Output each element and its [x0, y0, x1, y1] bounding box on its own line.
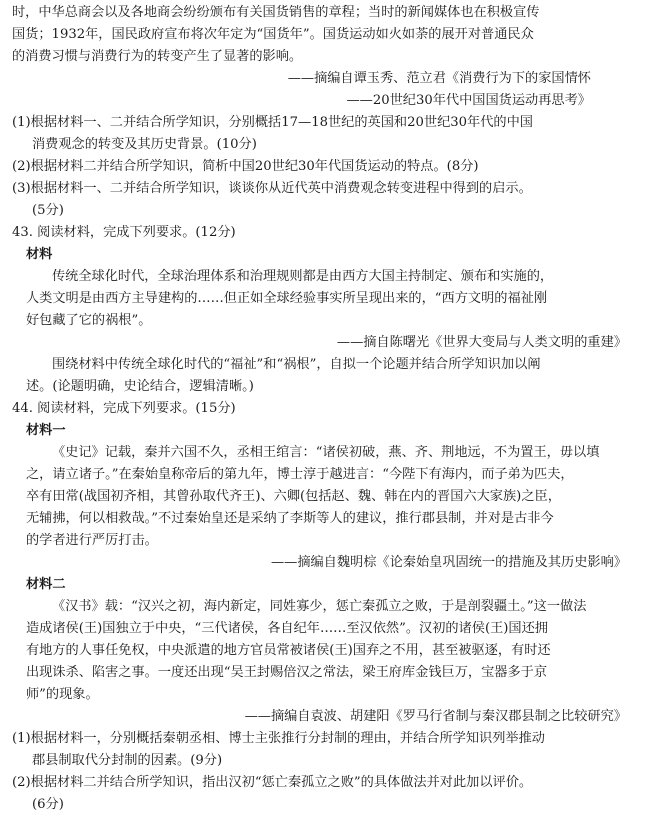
material-text: 卒有田常(战国初齐相，其曾孙取代齐王)、六卿(包括赵、魏、韩在内的晋国六大家族)之臣， — [26, 489, 561, 504]
question-42-2: (2)根据材料二并结合所学知识，简析中国20世纪30年代国货运动的特点。(8分) — [12, 159, 479, 174]
material-text: 《汉书》载：“汉兴之初，海内新定，同姓寡少，惩亡秦孤立之败，于是剖裂疆土。”这一做法 — [52, 599, 587, 614]
question-44-2-cont: (6分) — [32, 797, 64, 812]
material-text: 人类文明是由西方主导建构的……但正如全球经验事实所呈现出来的，“西方文明的福祉刚 — [26, 291, 548, 306]
question-42-1-cont: 消费观念的转变及其历史背景。(10分) — [32, 137, 257, 152]
material-text: 造成诸侯(王)国独立于中央，“三代诸侯，各自纪年……至汉依然”。汉初的诸侯(王)国还拥 — [26, 621, 548, 636]
source-citation: ——摘编自谭玉秀、范立君《消费行为下的家国情怀 — [287, 71, 591, 86]
material-label: 材料 — [26, 247, 53, 262]
material-text: 的学者进行严厉打击。 — [26, 533, 158, 548]
question-42-1: (1)根据材料一、二并结合所学知识，分别概括17—18世纪的英国和20世纪30年代的中国 — [12, 115, 533, 130]
material-text: 之，请立诸子。”在秦始皇称帝后的第九年，博士淳于越进言：“今陛下有海内，而子弟为匹夫， — [26, 467, 574, 482]
question-44-1-cont: 郡县制取代分封制的因素。(9分) — [32, 753, 223, 768]
text-line: 时，中华总商会以及各地商会纷纷颁布有关国货销售的章程；当时的新闻媒体也在积极宣传 — [12, 5, 540, 20]
source-citation: ——摘编自魏明棕《论秦始皇巩固统一的措施及其历史影响》 — [270, 555, 627, 570]
source-citation: ——20世纪30年代中国国货运动再思考》 — [346, 93, 591, 108]
question-44-1: (1)根据材料一，分别概括秦朝丞相、博士主张推行分封制的理由，并结合所学知识列举推动 — [12, 731, 545, 746]
source-citation: ——摘自陈曙光《世界大变局与人类文明的重建》 — [336, 335, 627, 350]
question-44-2: (2)根据材料二并结合所学知识，指出汉初“惩亡秦孤立之败”的具体做法并对此加以评价。 — [12, 775, 533, 790]
material-text: 传统全球化时代，全球治理体系和治理规则都是由西方大国主持制定、颁布和实施的， — [52, 269, 554, 284]
text-line: 国货；1932年，国民政府宣布将次年定为“国货年”。国货运动如火如荼的展开对普通民众 — [12, 27, 534, 42]
material-label: 材料一 — [26, 423, 66, 438]
question-43-heading: 43. 阅读材料，完成下列要求。(12分) — [12, 225, 236, 240]
source-citation: ——摘编自袁波、胡建阳《罗马行省制与秦汉郡县制之比较研究》 — [244, 709, 627, 724]
material-text: 有地方的人事任免权，中央派遣的地方官员常被诸侯(王)国弃之不用，甚至被驱逐，有时还 — [26, 643, 551, 658]
material-text: 《史记》记载，秦并六国不久，丞相王绾言：“诸侯初破，燕、齐、荆地远，不为置王，毋以填 — [52, 445, 600, 460]
text-line: 的消费习惯与消费行为的转变产生了显著的影响。 — [12, 49, 303, 64]
material-label: 材料二 — [26, 577, 66, 592]
material-text: 师”的现象。 — [26, 687, 99, 702]
question-42-3-cont: (5分) — [32, 203, 64, 218]
material-text: 出现诛杀、陷害之事。一度还出现“吴王封赐倍汉之常法，梁王府库金钱巨万，宝器多于京 — [26, 665, 548, 680]
question-42-3: (3)根据材料一、二并结合所学知识，谈谈你从近代英中消费观念转变进程中得到的启示。 — [12, 181, 532, 196]
material-text: 无辅拂，何以相救哉。”不过秦始皇还是采纳了李斯等人的建议，推行郡县制，并对是古非今 — [26, 511, 554, 526]
question-43-task: 围绕材料中传统全球化时代的“福祉”和“祸根”，自拟一个论题并结合所学知识加以阐 — [52, 357, 541, 372]
material-text: 好包藏了它的祸根”。 — [26, 313, 152, 328]
question-44-heading: 44. 阅读材料，完成下列要求。(15分) — [12, 401, 236, 416]
question-43-task-cont: 述。(论题明确，史论结合，逻辑清晰。) — [26, 379, 254, 394]
